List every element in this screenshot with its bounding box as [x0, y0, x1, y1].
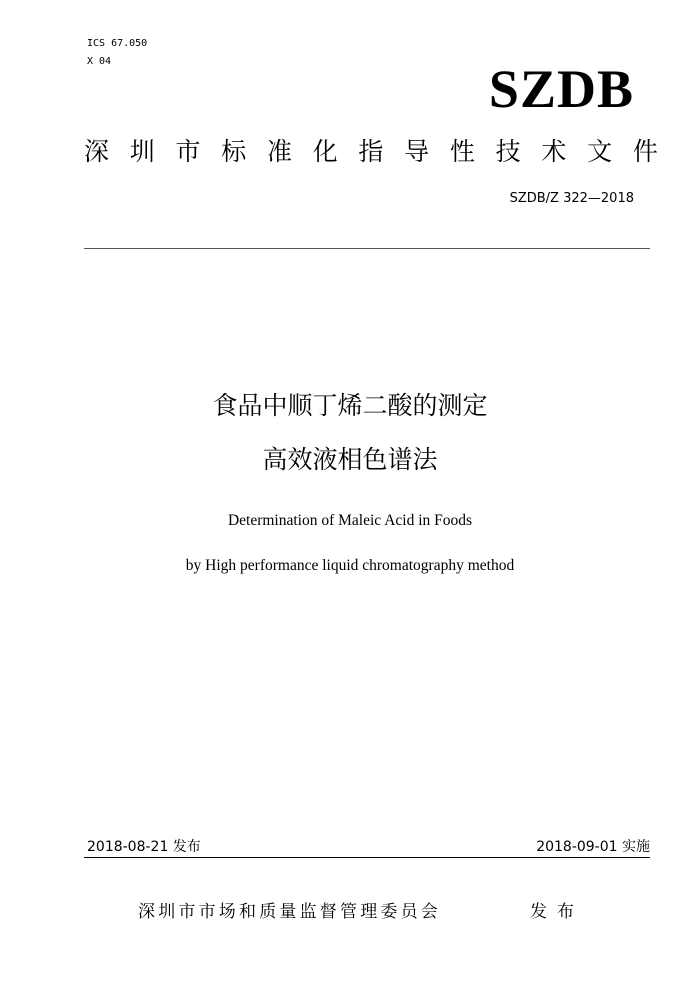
- document-type-char: 技: [495, 137, 521, 166]
- document-type-char: 件: [632, 137, 658, 166]
- issue-verb: 发布: [530, 902, 584, 922]
- document-type-char: 深: [84, 137, 110, 166]
- title-chinese-line-2: 高效液相色谱法: [262, 445, 438, 474]
- issuing-authority: 深圳市市场和质量监督管理委员会: [138, 902, 441, 922]
- ccs-code: X 04: [87, 56, 112, 67]
- document-type-char: 术: [541, 137, 567, 166]
- document-type-char: 文: [587, 137, 613, 166]
- document-type-char: 导: [404, 137, 430, 166]
- title-chinese-line-1: 食品中顺丁烯二酸的测定: [212, 391, 488, 420]
- document-type-char: 准: [266, 137, 292, 166]
- footer-divider: [84, 857, 650, 858]
- szdb-logo: SZDB: [488, 59, 634, 119]
- title-english-line-2: by High performance liquid chromatography method: [185, 557, 515, 574]
- header-divider: [84, 248, 650, 249]
- document-type-heading: [84, 134, 658, 170]
- ics-code: ICS 67.050: [87, 38, 148, 49]
- document-type-char: 标: [221, 137, 247, 166]
- document-type-char: 化: [312, 137, 338, 166]
- document-type-char: 圳: [129, 137, 155, 166]
- document-type-char: 性: [449, 137, 475, 166]
- issue-date: 2018-08-21 发布: [87, 839, 201, 855]
- document-type-char: 指: [358, 137, 384, 166]
- title-english-line-1: Determination of Maleic Acid in Foods: [227, 512, 473, 529]
- standard-number: SZDB/Z 322—2018: [509, 191, 634, 206]
- implementation-date: 2018-09-01 实施: [536, 839, 650, 855]
- document-type-char: 市: [175, 137, 201, 166]
